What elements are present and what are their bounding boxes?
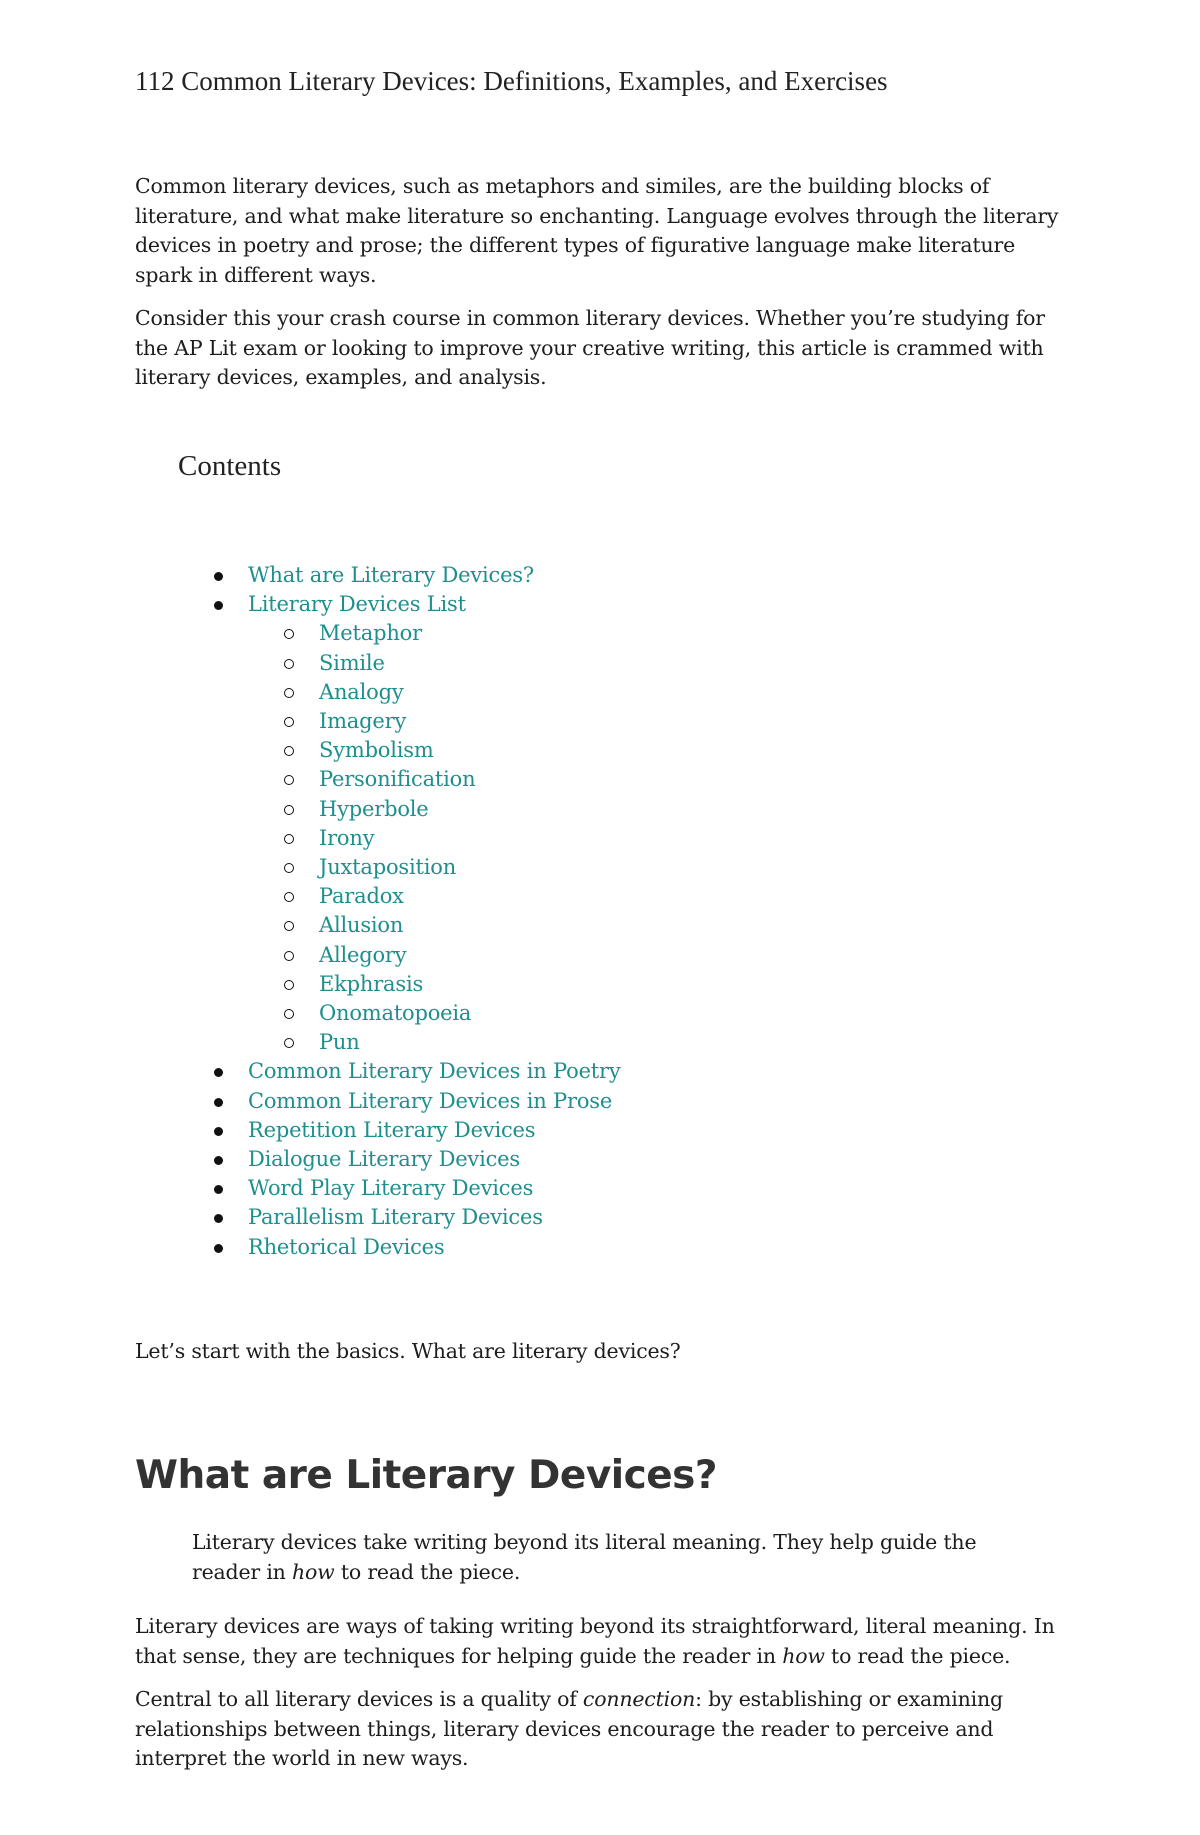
toc-item: [135, 561, 621, 590]
toc-link[interactable]: Common Literary Devices in Poetry: [248, 1059, 621, 1084]
bullet-disc-icon: [214, 1244, 223, 1253]
toc-link[interactable]: Paradox: [319, 884, 404, 909]
toc-link[interactable]: Simile: [319, 650, 385, 675]
basics-paragraph: Let’s start with the basics. What are literary devices?: [135, 1339, 681, 1363]
section-paragraph-2: [135, 1685, 1075, 1774]
toc-subitem: [135, 970, 621, 999]
toc-subitem: [135, 678, 621, 707]
toc-link[interactable]: Analogy: [319, 679, 404, 704]
toc-item: [135, 1116, 621, 1145]
section-paragraph-1: [135, 1612, 1075, 1671]
bullet-circle-icon: [284, 892, 294, 902]
toc-link[interactable]: Metaphor: [319, 621, 422, 646]
toc-subitem: [135, 649, 621, 678]
bullet-disc-icon: [214, 572, 223, 581]
section-paragraph-1-text: Literary devices are ways of taking writing beyond its straightforward, literal meaning. In that sense, they are techniques for helping guide the reader in: [135, 1614, 1055, 1668]
bullet-circle-icon: [284, 921, 294, 931]
toc-item: [135, 590, 621, 619]
bullet-circle-icon: [284, 805, 294, 815]
intro-paragraph-1: Common literary devices, such as metaphors and similes, are the building blocks of literature, and what make literature so enchanting. Language evolves through the literary devices in poetry and prose; the different types of figurative language make literature spark in different ways.: [135, 174, 1059, 287]
toc-subitem: [135, 736, 621, 765]
toc-item: [135, 1203, 621, 1232]
section-paragraph-2-emphasis: connection: [582, 1687, 696, 1711]
pull-quote-emphasis: how: [292, 1559, 335, 1584]
section-body: [135, 1612, 1075, 1774]
toc-link[interactable]: Personification: [319, 767, 476, 792]
toc-link[interactable]: Dialogue Literary Devices: [248, 1147, 520, 1172]
toc-subitem: [135, 999, 621, 1028]
bullet-circle-icon: [284, 1038, 294, 1048]
toc-link[interactable]: Pun: [319, 1030, 360, 1055]
bullet-disc-icon: [214, 1214, 223, 1223]
bullet-circle-icon: [284, 659, 294, 669]
toc-link[interactable]: Juxtaposition: [319, 855, 457, 880]
contents-heading: Contents: [178, 450, 282, 482]
toc-subitem: [135, 882, 621, 911]
bullet-disc-icon: [214, 1068, 223, 1077]
toc-subitem: [135, 795, 621, 824]
section-paragraph-2-text: Central to all literary devices is a quality of: [135, 1687, 583, 1711]
toc-link[interactable]: Symbolism: [319, 738, 434, 763]
section-paragraph-1-emphasis: how: [782, 1643, 825, 1668]
toc-link[interactable]: Rhetorical Devices: [248, 1234, 445, 1259]
toc-item: [135, 1233, 621, 1262]
bullet-circle-icon: [284, 717, 294, 727]
pull-quote-text-end: to read the piece.: [334, 1559, 521, 1584]
toc-subitem: [135, 824, 621, 853]
pull-quote-text: Literary devices take writing beyond its literal meaning. They help guide the reader in: [192, 1530, 977, 1584]
toc-subitem: [135, 941, 621, 970]
bullet-circle-icon: [284, 951, 294, 961]
toc-link[interactable]: Literary Devices List: [248, 592, 466, 617]
toc-link[interactable]: Imagery: [319, 709, 407, 734]
toc-item: [135, 1145, 621, 1174]
bullet-circle-icon: [284, 746, 294, 756]
toc-item: [135, 1057, 621, 1086]
toc-item: [135, 1174, 621, 1203]
bullet-circle-icon: [284, 1009, 294, 1019]
toc-item: [135, 1087, 621, 1116]
pull-quote: [192, 1528, 1012, 1587]
toc-link[interactable]: Repetition Literary Devices: [248, 1117, 536, 1142]
intro-paragraph-2: Consider this your crash course in common literary devices. Whether you’re studying for the AP Lit exam or looking to improve your creative writing, this article is crammed with literary devices, examples, and analysis.: [135, 306, 1045, 389]
toc-subitem: [135, 853, 621, 882]
intro-section: [135, 172, 1075, 393]
section-paragraph-2-text-end: : by establishing or examining relationships between things, literary devices encourage the reader to perceive and interpret the world in new ways.: [135, 1687, 1003, 1770]
toc-subitem: [135, 707, 621, 736]
bullet-circle-icon: [284, 834, 294, 844]
toc-link[interactable]: Hyperbole: [319, 796, 429, 821]
bullet-circle-icon: [284, 980, 294, 990]
bullet-disc-icon: [214, 1098, 223, 1107]
toc-link[interactable]: Parallelism Literary Devices: [248, 1205, 543, 1230]
toc-link[interactable]: Irony: [319, 825, 375, 850]
toc-link[interactable]: What are Literary Devices?: [248, 563, 534, 587]
toc-subitem: [135, 619, 621, 648]
bullet-circle-icon: [284, 863, 294, 873]
toc-link[interactable]: Onomatopoeia: [319, 1001, 472, 1026]
toc-link[interactable]: Common Literary Devices in Prose: [248, 1088, 613, 1113]
document-title: 112 Common Literary Devices: Definitions, Examples, and Exercises: [135, 66, 888, 96]
toc-link[interactable]: Ekphrasis: [319, 971, 424, 996]
toc-link[interactable]: Allegory: [319, 942, 407, 967]
toc-link[interactable]: Word Play Literary Devices: [248, 1176, 534, 1201]
bullet-disc-icon: [214, 1127, 223, 1136]
toc-subitem: [135, 1028, 621, 1057]
bullet-disc-icon: [214, 1156, 223, 1165]
bullet-circle-icon: [284, 688, 294, 698]
toc-subitem: [135, 911, 621, 940]
section-paragraph-1-text-end: to read the piece.: [824, 1643, 1011, 1668]
bullet-circle-icon: [284, 629, 294, 639]
toc-link[interactable]: Allusion: [319, 913, 404, 938]
toc-subitem: [135, 765, 621, 794]
bullet-disc-icon: [214, 601, 223, 610]
section-heading: What are Literary Devices?: [135, 1453, 718, 1498]
bullet-disc-icon: [214, 1185, 223, 1194]
table-of-contents: [135, 561, 621, 1262]
bullet-circle-icon: [284, 775, 294, 785]
